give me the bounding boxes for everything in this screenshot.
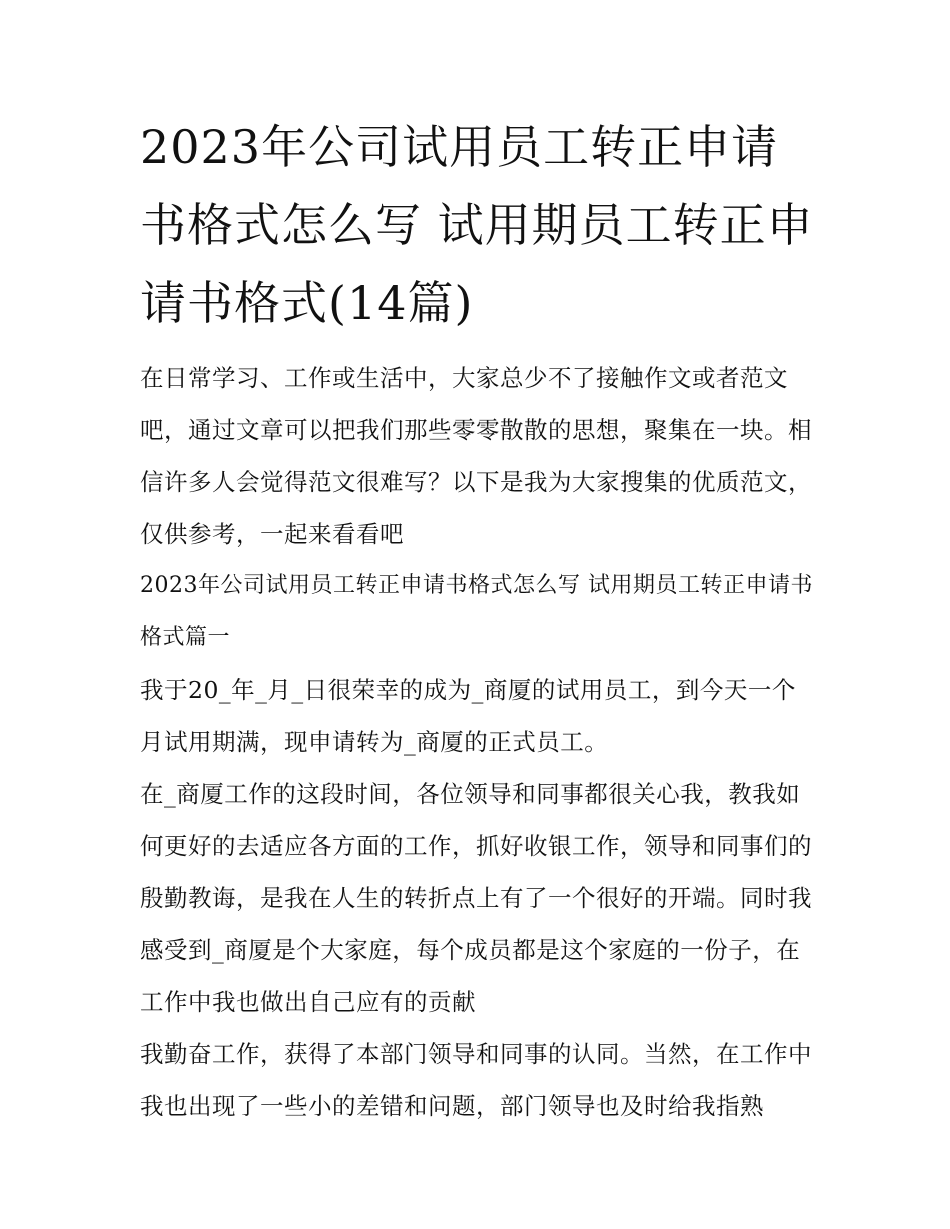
- body-paragraph: 在_商厦工作的这段时间，各位领导和同事都很关心我，教我如何更好的去适应各方面的工作，抓好收银工作，领导和同事们的殷勤教诲，是我在人生的转折点上有了一个很好的开端。同时我感受到_商厦是个大家庭，每个成员都是这个家庭的一份子，在工作中我也做出自己应有的贡献: [140, 780, 812, 1016]
- section-heading: 2023年公司试用员工转正申请书格式怎么写 试用期员工转正申请书格式篇一: [140, 573, 813, 650]
- page-title: 2023年公司试用员工转正申请书格式怎么写 试用期员工转正申请书格式(14篇): [140, 120, 814, 330]
- body-paragraph: 我于20_年_月_日很荣幸的成为_商厦的试用员工，到今天一个月试用期满，现申请转为_商厦的正式员工。: [140, 676, 796, 756]
- intro-paragraph: 在日常学习、工作或生活中，大家总少不了接触作文或者范文吧，通过文章可以把我们那些零零散散的思想，聚集在一块。相信许多人会觉得范文很难写？以下是我为大家搜集的优质范文，仅供参考，一起来看看吧: [140, 364, 812, 548]
- document-body: [140, 352, 815, 1132]
- body-paragraph: 我勤奋工作，获得了本部门领导和同事的认同。当然，在工作中我也出现了一些小的差错和问题，部门领导也及时给我指熟: [140, 1040, 812, 1120]
